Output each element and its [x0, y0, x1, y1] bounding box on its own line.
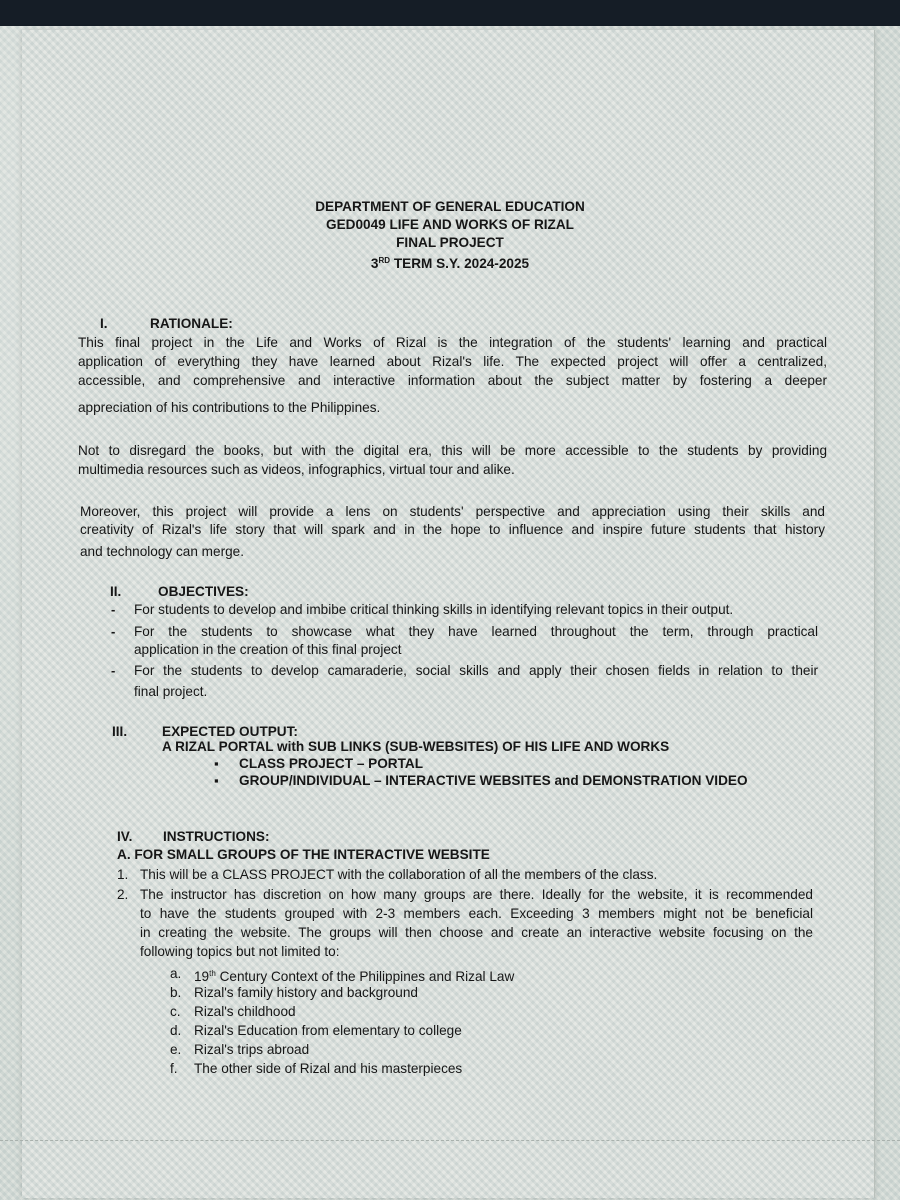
topic-item: Rizal's Education from elementary to college: [194, 1023, 462, 1038]
output-bullet: ▪: [214, 756, 219, 771]
output-item: GROUP/INDIVIDUAL – INTERACTIVE WEBSITES and DEMONSTRATION VIDEO: [239, 773, 748, 788]
rationale-p3-line: Moreover, this project will provide a lens on students' perspective and appreciation using their skills and: [80, 504, 825, 519]
topic-letter: b.: [170, 985, 182, 1000]
instruction-step-text: to have the students grouped with 2-3 members each. Exceeding 3 members might not be beneficial: [140, 906, 813, 921]
objective-item: For the students to showcase what they have learned throughout the term, through practical: [134, 624, 818, 639]
topic-letter: f.: [170, 1061, 178, 1076]
header-term-number: 3: [370, 256, 379, 271]
topic-letter: a.: [170, 966, 182, 981]
section-iv-numeral: IV.: [117, 829, 133, 844]
section-i-title: RATIONALE:: [150, 316, 233, 331]
topic-item: Rizal's childhood: [194, 1004, 296, 1019]
topic-item: Rizal's family history and background: [194, 985, 418, 1000]
rationale-p2-line: multimedia resources such as videos, infographics, virtual tour and alike.: [78, 462, 515, 477]
header-department: DEPARTMENT OF GENERAL EDUCATION: [315, 199, 585, 214]
instruction-step-text: in creating the website. The groups will then choose and create an interactive website focusing on the: [140, 925, 813, 940]
topic-century-rest: Century Context of the Philippines and Rizal Law: [215, 969, 515, 984]
instruction-step-number: 1.: [117, 867, 129, 882]
output-bullet: ▪: [214, 773, 219, 788]
topic-letter: c.: [170, 1004, 181, 1019]
objective-bullet: -: [111, 663, 116, 678]
expected-output-subtitle: A RIZAL PORTAL with SUB LINKS (SUB-WEBSITES) OF HIS LIFE AND WORKS: [162, 739, 670, 754]
objective-item-cont: application in the creation of this final project: [134, 642, 402, 657]
section-iii-numeral: III.: [112, 724, 128, 739]
instruction-step-text: The instructor has discretion on how many groups are there. Ideally for the website, it is recommended: [140, 887, 813, 902]
section-iv-title: INSTRUCTIONS:: [163, 829, 270, 844]
section-ii-title: OBJECTIVES:: [158, 584, 249, 599]
instruction-step-text: This will be a CLASS PROJECT with the collaboration of all the members of the class.: [140, 867, 658, 882]
topic-letter: d.: [170, 1023, 182, 1038]
objective-item-cont: final project.: [134, 684, 208, 699]
objective-item: For the students to develop camaraderie, social skills and apply their chosen fields in relation to their: [134, 663, 818, 678]
topic-century-number: 19: [194, 969, 210, 984]
rationale-p3-line: creativity of Rizal's life story that will spark and in the hope to influence and inspire future students that history: [80, 522, 825, 537]
header-term-rest: TERM S.Y. 2024-2025: [390, 256, 530, 271]
instruction-step-number: 2.: [117, 887, 129, 902]
header-term: [0, 252, 900, 273]
topic-letter: e.: [170, 1042, 182, 1057]
instructions-section-a: A. FOR SMALL GROUPS OF THE INTERACTIVE WEBSITE: [117, 847, 490, 862]
topic-item: Rizal's trips abroad: [194, 1042, 310, 1057]
instruction-step-text: following topics but not limited to:: [140, 944, 340, 959]
section-i-numeral: I.: [100, 316, 108, 331]
objective-bullet: -: [111, 624, 116, 639]
header-course: GED0049 LIFE AND WORKS OF RIZAL: [326, 217, 574, 232]
header-term-ordinal: RD: [378, 256, 391, 265]
header-project: FINAL PROJECT: [396, 235, 504, 250]
output-item: CLASS PROJECT – PORTAL: [239, 756, 424, 771]
rationale-p2-line: Not to disregard the books, but with the digital era, this will be more accessible to the students by providing: [78, 443, 827, 458]
section-ii-numeral: II.: [110, 584, 122, 599]
objective-item: For students to develop and imbibe critical thinking skills in identifying relevant topics in their output.: [134, 602, 734, 617]
objective-bullet: -: [111, 602, 116, 617]
rationale-p1-line: accessible, and comprehensive and interactive information about the subject matter by fostering a deeper: [78, 373, 827, 388]
rationale-p1-line: This final project in the Life and Works of Rizal is the integration of the students' learning and practical: [78, 335, 827, 350]
rationale-p1-line: application of everything they have learned about Rizal's life. The expected project will offer a centralized,: [78, 354, 827, 369]
rationale-p1-line: appreciation of his contributions to the Philippines.: [78, 400, 381, 415]
section-iii-title: EXPECTED OUTPUT:: [162, 724, 298, 739]
topic-item: The other side of Rizal and his masterpieces: [194, 1061, 463, 1076]
rationale-p3-line: and technology can merge.: [80, 544, 244, 559]
topic-item: [194, 965, 514, 986]
topic-century-ordinal: th: [209, 969, 216, 978]
